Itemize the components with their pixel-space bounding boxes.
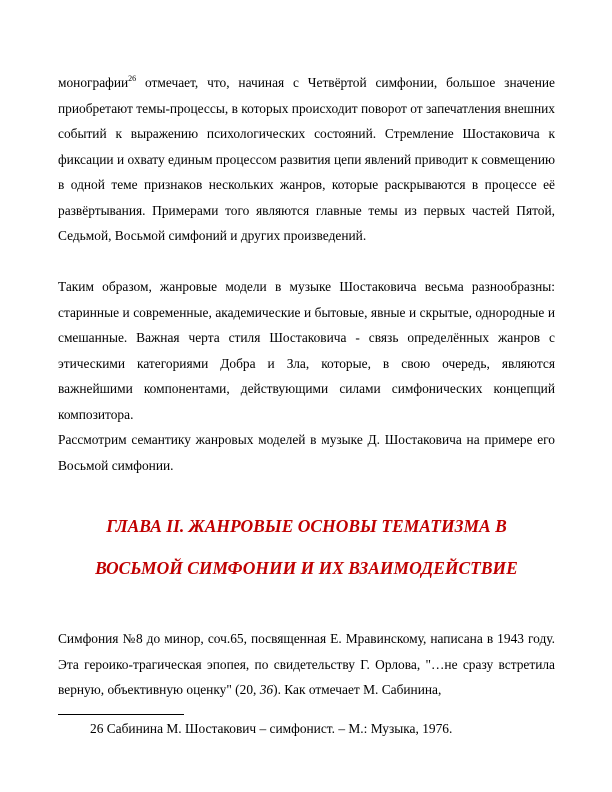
footnote: 26 Сабинина М. Шостакович – симфонист. – М.: Музыка, 1976. xyxy=(90,721,453,736)
paragraph-text: монографии xyxy=(58,75,129,90)
paragraph-monograph xyxy=(58,70,555,249)
page-reference: 36 xyxy=(259,682,274,697)
paragraph-text: Симфония №8 до минор, соч.65, посвященная Е. Мравинскому, написана в 1943 году. Эта героико-трагическая эпопея, по свидетельству Г. Орлова, "…не сразу встретила верную, объективную оценку" (20, xyxy=(58,631,555,697)
paragraph-semantics: Рассмотрим семантику жанровых моделей в музыке Д. Шостаковича на примере его Восьмой симфонии. xyxy=(58,432,555,473)
chapter-heading-line2: ВОСЬМОЙ СИМФОНИИ И ИХ ВЗАИМОДЕЙСТВИЕ xyxy=(95,558,518,578)
chapter-heading-continued xyxy=(58,557,555,579)
chapter-heading xyxy=(58,515,555,537)
chapter-heading-line1: ГЛАВА II. ЖАНРОВЫЕ ОСНОВЫ ТЕМАТИЗМА В xyxy=(106,516,507,536)
paragraph-text: ). Как отмечает М. Сабинина, xyxy=(273,682,442,697)
paragraph-text: отмечает, что, начиная с Четвёртой симфонии, большое значение приобретают темы-процессы, в которых происходит поворот от запечатления внешних событий к выражению психологических состояний. Стремление Шостаковича к фиксации и охвату единым процессом развития цепи явлений приводит к совмещению в одной теме признаков нескольких жанров, которые раскрываются в процессе её развёртывания. Примерами того являются главные темы из первых частей Пятой, Седьмой, Восьмой симфоний и других произведений. xyxy=(58,75,555,243)
paragraph-symphony-8 xyxy=(58,626,555,703)
footnote-separator xyxy=(58,714,184,715)
paragraph-genre-models: Таким образом, жанровые модели в музыке Шостаковича весьма разнообразны: старинные и современные, академические и бытовые, явные и скрытые, однородные и смешанные. Важная черта стиля Шостаковича - связь определённых жанров с этическими категориями Добра и Зла, которые, в свою очередь, являются важнейшими компонентами, действующими силами симфонических концепций композитора. xyxy=(58,279,555,422)
footnote-reference[interactable]: 26 xyxy=(128,74,137,83)
